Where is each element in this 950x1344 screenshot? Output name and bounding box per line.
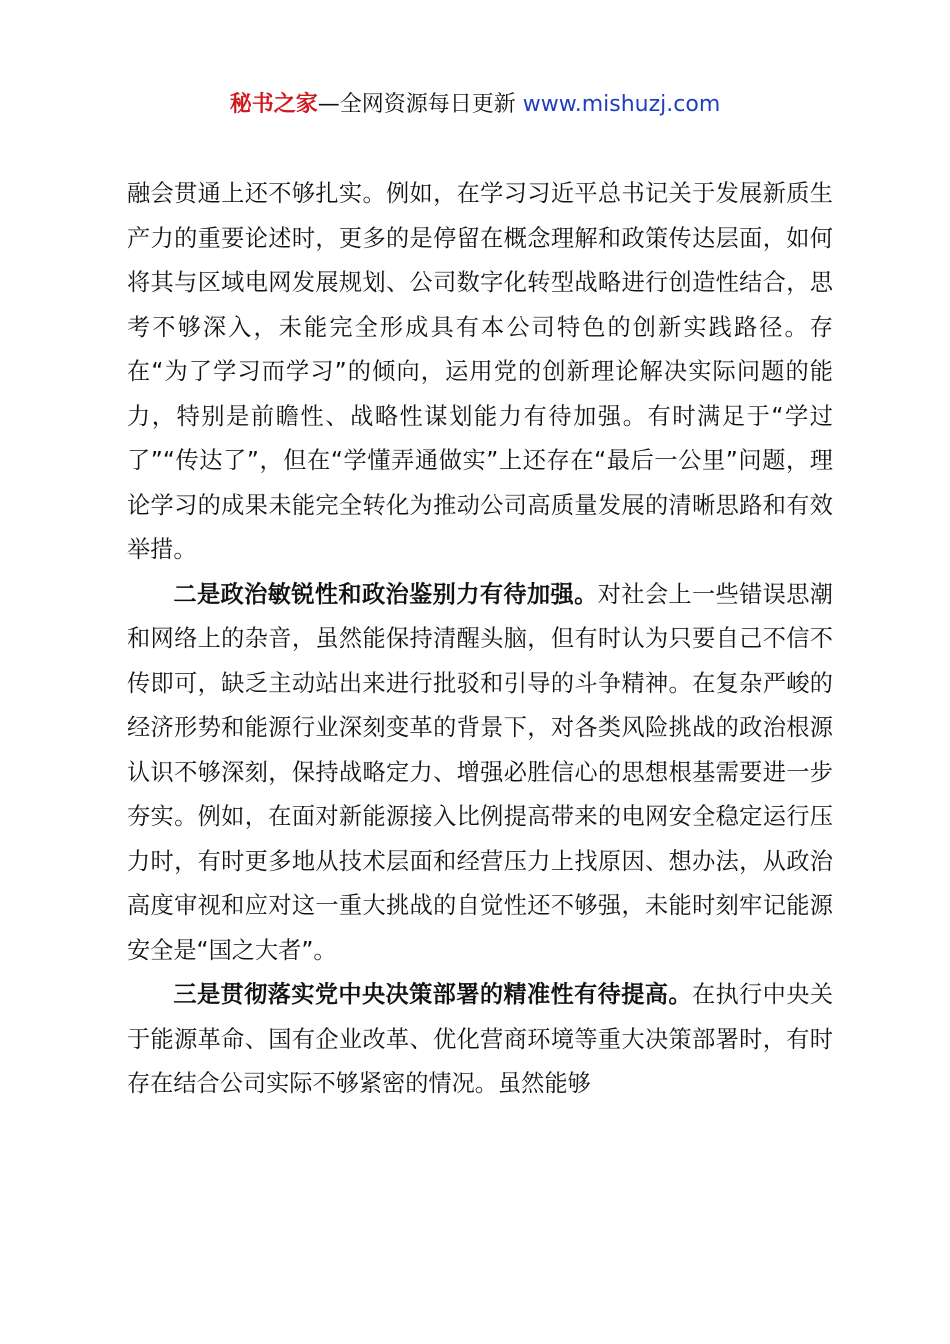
paragraph-point-three bbox=[127, 973, 833, 1107]
paragraph-point-two bbox=[127, 573, 833, 974]
page-header bbox=[0, 88, 950, 122]
site-tagline: —全网资源每日更新 bbox=[317, 92, 516, 117]
site-url-link[interactable]: www.mishuzj.com bbox=[522, 92, 721, 117]
site-brand: 秘书之家 bbox=[229, 92, 318, 117]
paragraph-text: 融会贯通上还不够扎实。例如，在学习习近平总书记关于发展新质生产力的重要论述时，更多的是停留在概念理解和政策传达层面，如何将其与区域电网发展规划、公司数字化转型战略进行创造性结合，思考不够深入，未能完全形成具有本公司特色的创新实践路径。存在“为了学习而学习”的倾向，运用党的创新理论解决实际问题的能力，特别是前瞻性、战略性谋划能力有待加强。有时满足于“学过了”“传达了”，但在“学懂弄通做实”上还存在“最后一公里”问题，理论学习的成果未能完全转化为推动公司高质量发展的清晰思路和有效举措。 bbox=[127, 180, 833, 563]
paragraph-continued bbox=[127, 172, 833, 573]
paragraph-lead: 二是政治敏锐性和政治鉴别力有待加强。 bbox=[173, 580, 598, 608]
document-body bbox=[127, 172, 833, 1107]
paragraph-text: 对社会上一些错误思潮和网络上的杂音，虽然能保持清醒头脑，但有时认为只要自己不信不传即可，缺乏主动站出来进行批驳和引导的斗争精神。在复杂严峻的经济形势和能源行业深刻变革的背景下，对各类风险挑战的政治根源认识不够深刻，保持战略定力、增强必胜信心的思想根基需要进一步夯实。例如，在面对新能源接入比例提高带来的电网安全稳定运行压力时，有时更多地从技术层面和经营压力上找原因、想办法，从政治高度审视和应对这一重大挑战的自觉性还不够强，未能时刻牢记能源安全是“国之大者”。 bbox=[127, 580, 833, 964]
paragraph-lead: 三是贯彻落实党中央决策部署的精准性有待提高。 bbox=[173, 981, 692, 1008]
paragraph-text: 在执行中央关于能源革命、国有企业改革、优化营商环境等重大决策部署时，有时存在结合公司实际不够紧密的情况。虽然能够 bbox=[127, 981, 834, 1097]
